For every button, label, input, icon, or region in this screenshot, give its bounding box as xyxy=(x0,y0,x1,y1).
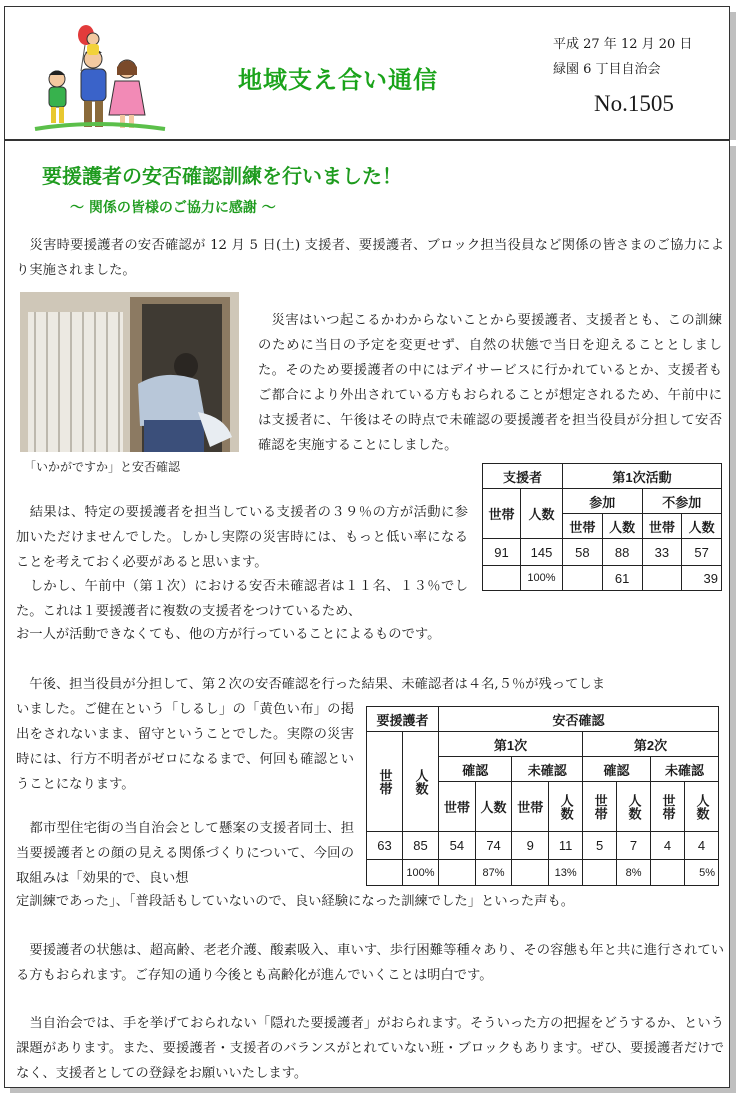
article-subtitle: ～ 関係の皆様のご協力に感謝 ～ xyxy=(70,200,276,216)
th-people: 人数 xyxy=(521,489,563,539)
th-confirmed: 確認 xyxy=(439,757,512,782)
th-confirmed: 確認 xyxy=(583,757,651,782)
relationship-paragraph: 都市型住宅街の当自治会として懸案の支援者同士、担当要援護者との顔の見える関係づくりについて、今回の取組みは「効果的で、良い想 xyxy=(16,821,354,886)
safety-check-table xyxy=(366,706,719,886)
table-cell xyxy=(439,860,476,886)
second-round-paragraph: いました。ご健在という「しるし」の「黄色い布」の掲出をされないまま、留守ということでした。実際の災害時には、行方不明者がゼロになるまで、何回も確認ということになります。 xyxy=(16,702,354,792)
th-people-text: 人数 xyxy=(626,793,642,820)
table-cell: 100% xyxy=(403,860,439,886)
table-cell xyxy=(563,566,603,591)
first-round-paragraph: しかし、午前中（第１次）における安否未確認者は１１名、１３％でした。これは１要援護者に複数の支援者をつけているため、 xyxy=(16,579,468,619)
plan-paragraph: 災害はいつ起こるかわからないことから要援護者、支援者とも、この訓練のために当日の予定を変更せず、自然の状態で当日を迎えることとしました。そのため要援護者の中にはデイサービスに行かれているとか、支援者もご都合により外出されている方もおられることが想定されるため、午前中には支援者に、午後はその時点で未確認の要援護者を担当役員が分担して安否確認を実施することにしました。 xyxy=(258,313,722,453)
th-households: 世帯 xyxy=(483,489,521,539)
table-cell xyxy=(651,860,685,886)
intro-paragraph: 災害時要援護者の安否確認が 12 月 5 日(土) 支援者、要援護者、ブロック担当役員など関係の皆さまのご協力により実施されました。 xyxy=(16,238,724,278)
table-cell: 85 xyxy=(403,832,439,860)
table-cell: 91 xyxy=(483,539,521,566)
th-people-text: 人数 xyxy=(558,793,574,820)
th-safety-check: 安否確認 xyxy=(439,707,719,732)
table-cell: 4 xyxy=(651,832,685,860)
table-cell: 74 xyxy=(475,832,512,860)
th-people-vertical xyxy=(403,732,439,832)
th-unconfirmed: 未確認 xyxy=(512,757,583,782)
th-people: 人数 xyxy=(682,514,722,539)
th-households-vertical xyxy=(367,732,403,832)
th-people xyxy=(684,782,718,832)
table-cell: 7 xyxy=(617,832,651,860)
table-cell xyxy=(642,566,682,591)
th-households: 世帯 xyxy=(563,514,603,539)
registration-paragraph: 当自治会では、手を挙げておられない「隠れた要援護者」がおられます。そういった方の把握をどうするか、という課題があります。また、要援護者・支援者のバランスがとれていない班・ブロックもあります。ぜひ、要援護者だけでなく、支援者としての登録をお願いいたします。 xyxy=(16,1016,724,1081)
first-round-activity-table xyxy=(482,463,722,591)
th-round-1: 第1次 xyxy=(439,732,583,757)
table-cell: 39 xyxy=(682,566,722,591)
th-households-text: 世帯 xyxy=(592,793,608,820)
th-households: 世帯 xyxy=(642,514,682,539)
table-cell: 88 xyxy=(602,539,642,566)
article-title: 要援護者の安否確認訓練を行いました！ xyxy=(42,164,402,188)
table-cell: 8% xyxy=(617,860,651,886)
th-households: 世帯 xyxy=(439,782,476,832)
th-households-text: 世帯 xyxy=(660,793,676,820)
family-illustration xyxy=(25,9,175,134)
th-households: 世帯 xyxy=(512,782,549,832)
organization-name: 緑園 6 丁目自治会 xyxy=(553,62,661,77)
th-people-text: 人数 xyxy=(694,793,710,820)
table-cell: 11 xyxy=(549,832,583,860)
issue-number: No.1505 xyxy=(594,91,674,116)
relationship-paragraph-end: 定訓練であった」、「普段話もしていないので、良い経験になった訓練でした」といった声も。 xyxy=(16,894,575,909)
th-people: 人数 xyxy=(475,782,512,832)
second-round-paragraph-start: 午後、担当役員が分担して、第２次の安否確認を行った結果、未確認者は４名,５％が残ってしま xyxy=(16,677,606,692)
table-cell: 9 xyxy=(512,832,549,860)
table-cell xyxy=(512,860,549,886)
first-round-paragraph-end: お一人が活動できなくても、他の方が行っていることによるものです。 xyxy=(16,627,441,642)
table-cell: 61 xyxy=(602,566,642,591)
table-cell: 58 xyxy=(563,539,603,566)
th-participated: 参加 xyxy=(563,489,643,514)
th-needs-assistance: 要援護者 xyxy=(367,707,439,732)
table-cell xyxy=(367,860,403,886)
condition-paragraph: 要援護者の状態は、超高齢、老老介護、酸素吸入、車いす、歩行困難等種々あり、その容態も年と共に進行されている方もおられます。ご存知の通り今後とも高齢化が進んでいくことは明白です。 xyxy=(16,943,724,983)
safety-check-photo xyxy=(20,292,239,452)
table-cell xyxy=(583,860,617,886)
th-not-participated: 不参加 xyxy=(642,489,722,514)
th-round-2: 第2次 xyxy=(583,732,719,757)
table-cell: 13% xyxy=(549,860,583,886)
th-households xyxy=(651,782,685,832)
table-cell: 100% xyxy=(521,566,563,591)
th-people xyxy=(549,782,583,832)
table-cell: 57 xyxy=(682,539,722,566)
th-first-activity: 第1次活動 xyxy=(563,464,722,489)
th-people-vertical-text: 人数 xyxy=(413,768,429,795)
issue-date: 平成 27 年 12 月 20 日 xyxy=(553,37,693,52)
table-cell: 87% xyxy=(475,860,512,886)
table-cell: 5 xyxy=(583,832,617,860)
th-people: 人数 xyxy=(602,514,642,539)
table-cell: 145 xyxy=(521,539,563,566)
table-cell: 4 xyxy=(684,832,718,860)
results-paragraph: 結果は、特定の要援護者を担当している支援者の３９％の方が活動に参加いただけませんでした。しかし実際の災害時には、もっと低い率になることを考えておく必要があると思います。 xyxy=(16,505,468,570)
th-households xyxy=(583,782,617,832)
table-cell: 54 xyxy=(439,832,476,860)
table-cell: 33 xyxy=(642,539,682,566)
th-supporter: 支援者 xyxy=(483,464,563,489)
th-people xyxy=(617,782,651,832)
newsletter-title: 地域支え合い通信 xyxy=(238,66,438,94)
th-unconfirmed: 未確認 xyxy=(651,757,719,782)
th-households-vertical-text: 世帯 xyxy=(377,768,393,795)
table-cell xyxy=(483,566,521,591)
table-cell: 5% xyxy=(684,860,718,886)
photo-caption: 「いかがですか」と安否確認 xyxy=(24,460,181,474)
table-cell: 63 xyxy=(367,832,403,860)
